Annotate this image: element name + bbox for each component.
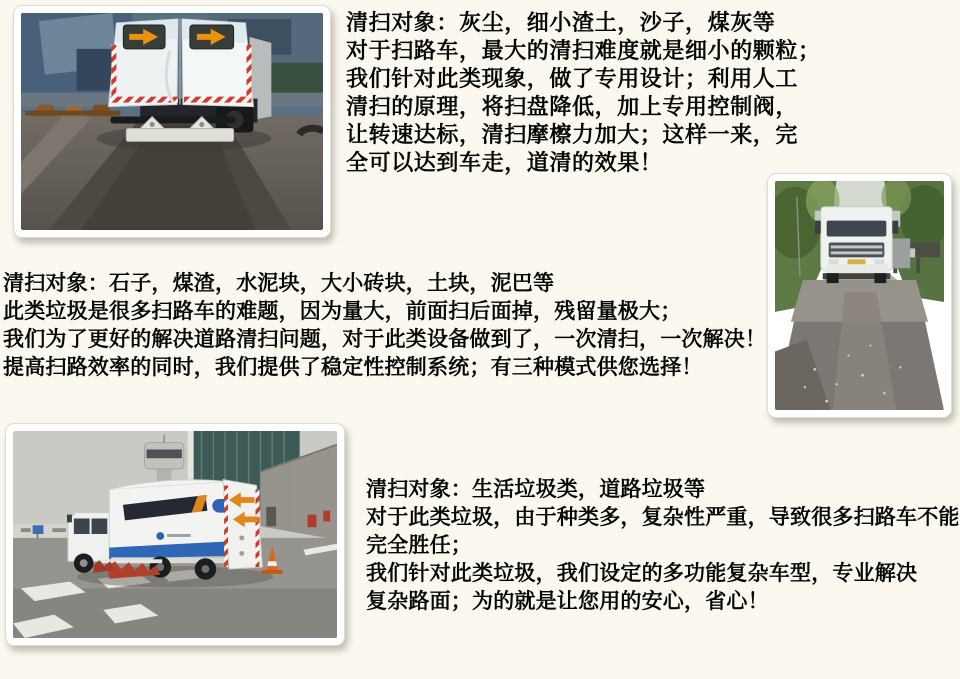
truck-road-illustration [775, 181, 944, 410]
photo-sweeper-airport [5, 423, 345, 646]
text-line: 对于扫路车，最大的清扫难度就是细小的颗粒； [346, 39, 821, 64]
text-line: 我们针对此类现象，做了专用设计；利用人工 [346, 67, 799, 92]
section-waste-text [366, 475, 960, 615]
text-line: 清扫对象：生活垃圾类，道路垃圾等 [366, 477, 706, 501]
text-line: 清扫对象：灰尘，细小渣土，沙子，煤灰等 [346, 11, 776, 36]
photo-truck-gravel-road [767, 173, 952, 418]
text-line: 我们针对此类垃圾，我们设定的多功能复杂车型，专业解决 [366, 561, 918, 585]
section-debris-text [3, 269, 766, 381]
text-line: 全可以达到车走，道清的效果！ [346, 151, 663, 176]
text-line: 对于此类垃圾，由于种类多，复杂性严重，导致很多扫路车不能 [366, 505, 960, 529]
text-line: 清扫的原理，将扫盘降低，加上专用控制阀， [346, 95, 799, 120]
text-line: 我们为了更好的解决道路清扫问题，对于此类设备做到了，一次清扫，一次解决！ [3, 327, 767, 351]
text-line: 提高扫路效率的同时，我们提供了稳定性控制系统；有三种模式供您选择！ [3, 355, 703, 379]
photo-sweeper-rear-industrial [13, 5, 331, 238]
text-line: 让转速达标，清扫摩檫力加大；这样一来，完 [346, 123, 799, 148]
airport-sweeper-illustration [13, 431, 337, 638]
text-line: 复杂路面；为的就是让您用的安心，省心！ [366, 589, 769, 613]
section-dust-text [346, 10, 821, 178]
sweeper-rear-illustration [21, 13, 323, 230]
text-line: 完全胜任； [366, 533, 472, 557]
text-line: 此类垃圾是很多扫路车的难题，因为量大，前面扫后面掉，残留量极大； [3, 299, 682, 323]
text-line: 清扫对象：石子，煤渣，水泥块，大小砖块，土块，泥巴等 [3, 271, 555, 295]
